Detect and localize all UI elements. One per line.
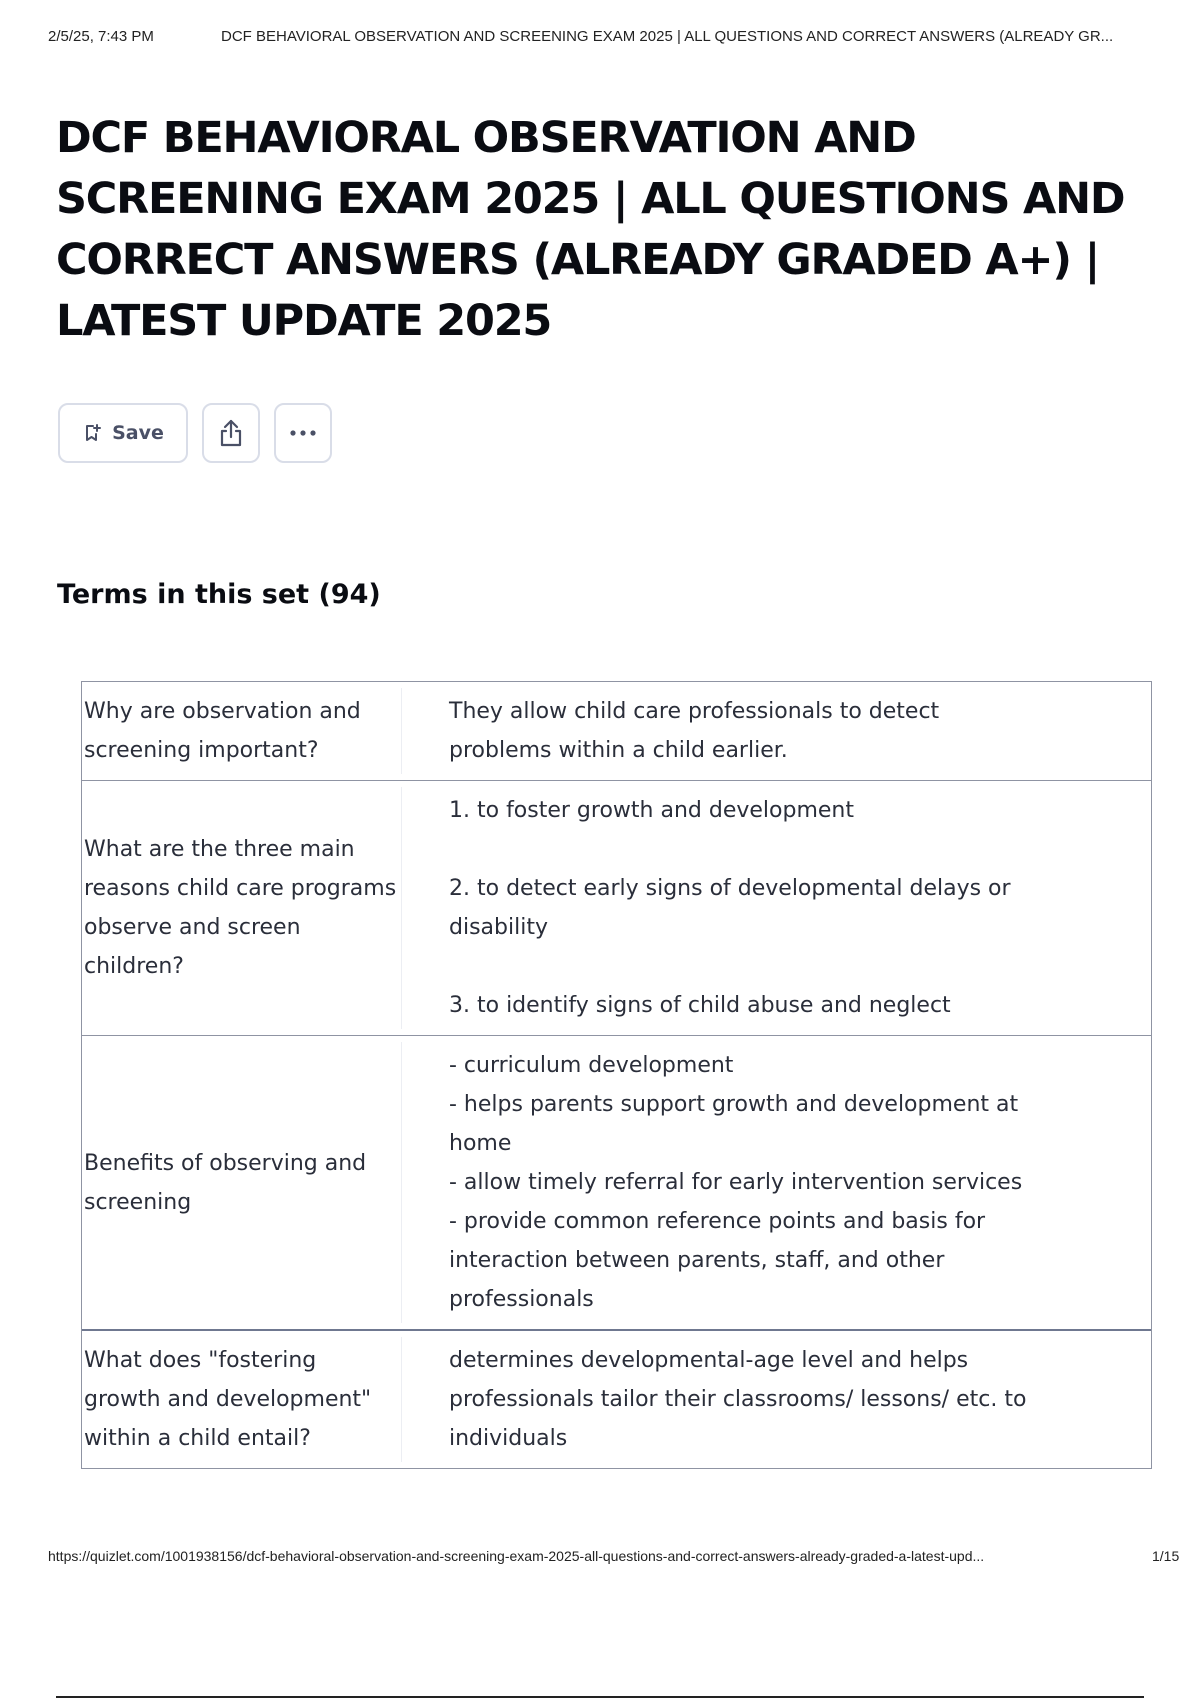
save-button[interactable] [58,403,188,463]
more-icon [289,429,317,437]
term-text: Why are observation and screening important? [82,688,402,774]
definition-line: They allow child care professionals to detect problems within a child earlier. [449,699,940,763]
page-number: 1/15 [1152,1548,1180,1564]
print-date: 2/5/25, 7:43 PM [48,28,154,45]
bookmark-plus-icon [82,423,102,443]
term-row [82,1035,1151,1329]
definition-line: 1. to foster growth and development [449,798,854,823]
definition-text [402,1042,1151,1323]
share-button[interactable] [202,403,260,463]
terms-heading: Terms in this set (94) [57,579,381,610]
definition-line: - curriculum development [449,1053,734,1078]
page-title-line: CORRECT ANSWERS (ALREADY GRADED A+) | [56,235,1100,285]
print-header [48,28,1160,52]
definition-text [402,1337,1151,1462]
share-icon [217,418,245,448]
page-title-line: DCF BEHAVIORAL OBSERVATION AND [56,113,916,163]
save-button-label: Save [112,422,164,444]
term-text: What are the three main reasons child care programs observe and screen children? [82,787,402,1029]
definition-text [402,688,1151,774]
terms-table [81,681,1152,1469]
page-title [56,108,1156,352]
print-document-title: DCF BEHAVIORAL OBSERVATION AND SCREENING EXAM 2025 | ALL QUESTIONS AND CORRECT ANSWERS (ALREADY GR... [221,28,1114,45]
term-row [82,780,1151,1035]
definition-line: determines developmental-age level and helps professionals tailor their classrooms/ lessons/ etc. to individuals [449,1348,1027,1451]
definition-text [402,787,1151,1029]
term-row [82,682,1151,780]
definition-line: - allow timely referral for early intervention services [449,1170,1023,1195]
print-footer [48,1548,1184,1570]
term-text: What does "fostering growth and development" within a child entail? [82,1337,402,1462]
divider [56,1696,1144,1698]
more-options-button[interactable] [274,403,332,463]
page-url: https://quizlet.com/1001938156/dcf-behavioral-observation-and-screening-exam-2025-all-questions-and-correct-answers-already-graded-a-latest-upd... [48,1548,985,1564]
definition-line: - provide common reference points and basis for interaction between parents, staff, and other professionals [449,1209,986,1312]
term-row [82,1329,1151,1468]
term-text: Benefits of observing and screening [82,1042,402,1323]
page-title-line: SCREENING EXAM 2025 | ALL QUESTIONS AND [56,174,1125,224]
definition-line: 2. to detect early signs of developmental delays or disability [449,876,1011,940]
definition-line: - helps parents support growth and development at home [449,1092,1019,1156]
definition-line: 3. to identify signs of child abuse and neglect [449,993,951,1018]
page-title-line: LATEST UPDATE 2025 [56,296,552,346]
